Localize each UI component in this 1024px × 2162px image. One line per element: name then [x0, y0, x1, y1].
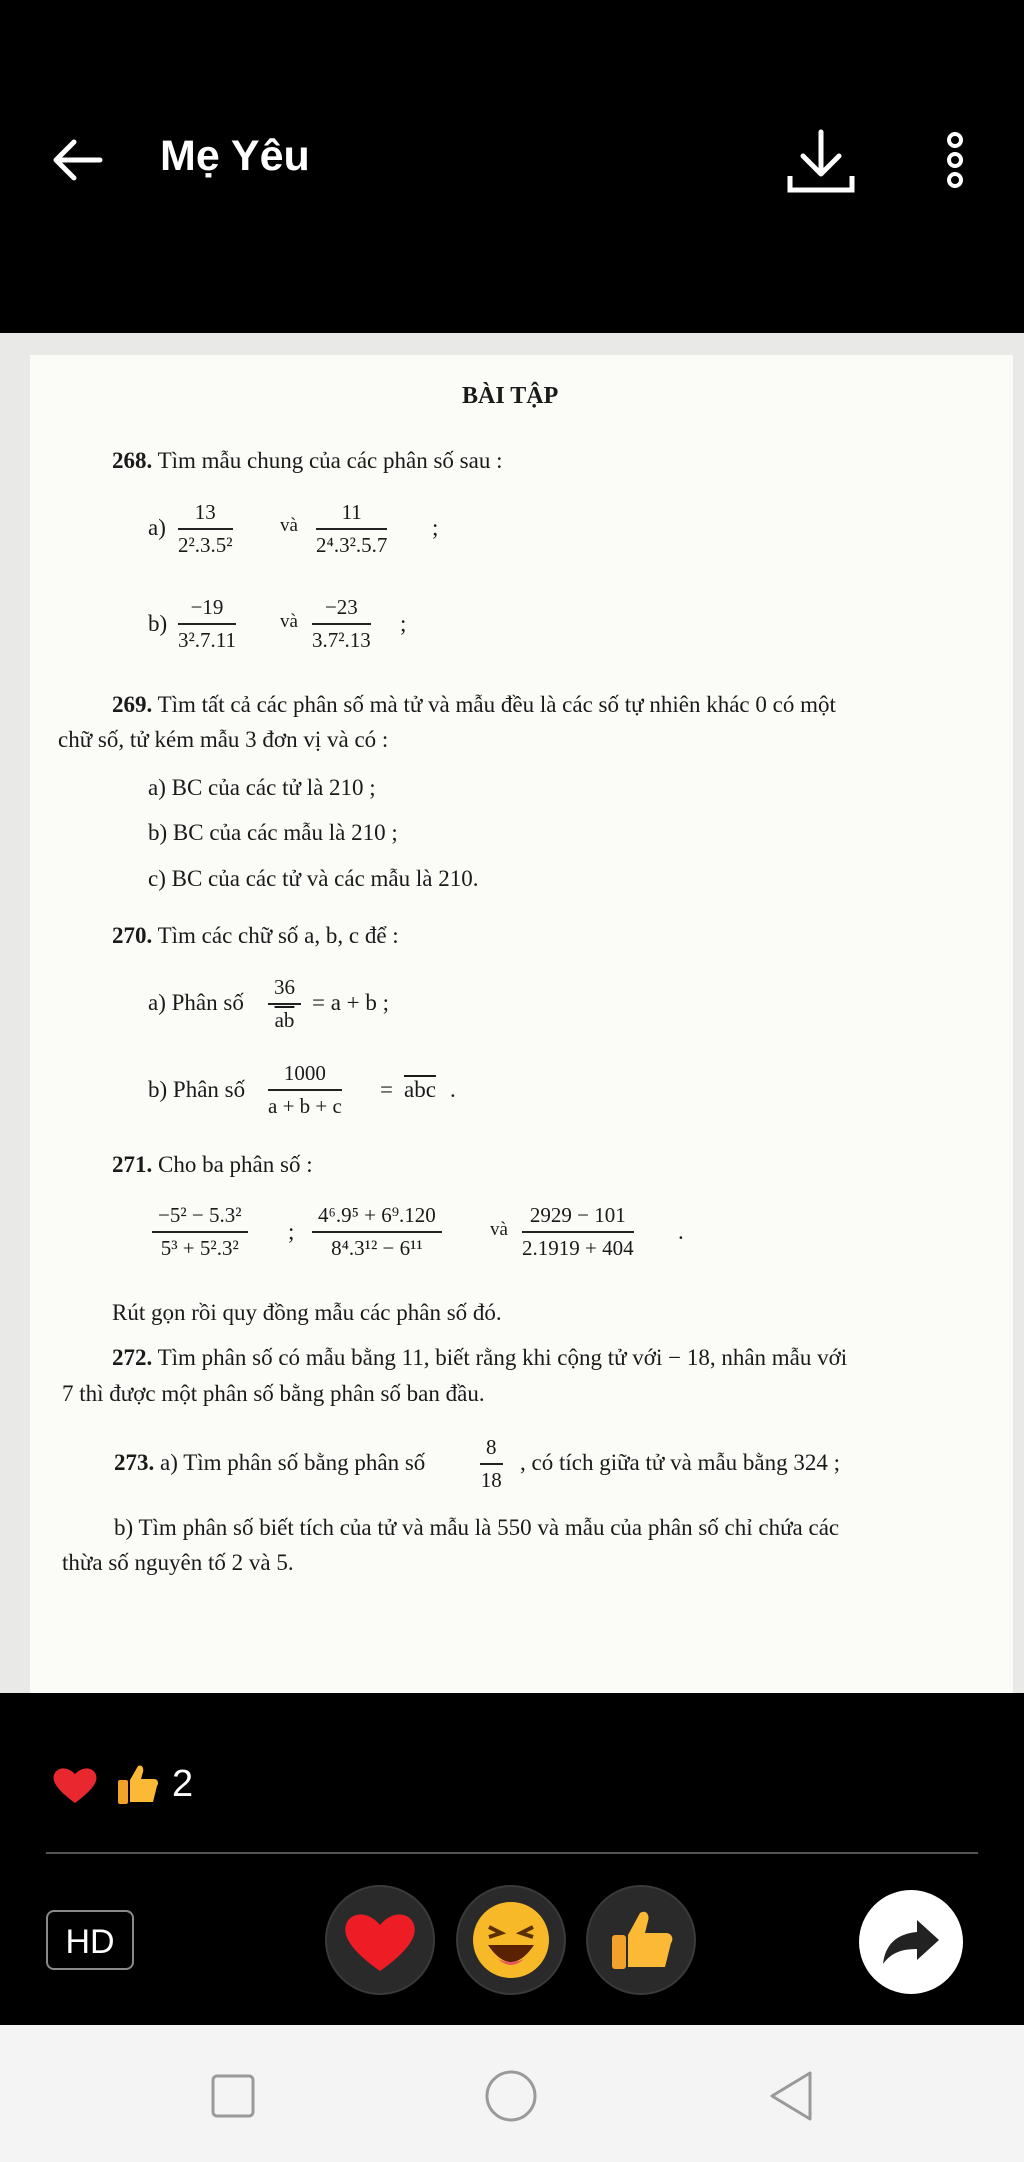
document-page: [30, 355, 1013, 1693]
problem-270-b-end: .: [450, 1077, 456, 1102]
share-button[interactable]: [859, 1890, 963, 1994]
hd-toggle-button[interactable]: HD: [46, 1910, 134, 1970]
share-arrow-icon: [859, 1890, 963, 1994]
problem-270-b-rhs: $\overline{abc}$: [404, 1077, 436, 1102]
conj-268a: và: [280, 515, 298, 536]
problem-270-b-label: b) Phân số: [148, 1077, 246, 1102]
more-options-icon[interactable]: [940, 130, 970, 190]
label-268b: b): [148, 611, 168, 636]
problem-273-a: 273. a) Tìm phân số bằng phân số: [114, 1450, 426, 1475]
problem-269-a: a) BC của các tử là 210 ;: [148, 775, 376, 800]
app-bar: [0, 0, 1024, 333]
reaction-count: 2: [172, 1763, 194, 1805]
fraction-270a: $\frac{36}{ab}$: [268, 975, 301, 1033]
conj-268b: và: [280, 611, 298, 632]
end-268a: ;: [432, 515, 439, 540]
laughing-face-icon: [458, 1887, 564, 1993]
problem-269-c: c) BC của các tử và các mẫu là 210.: [148, 866, 479, 891]
problem-269: 269. Tìm tất cả các phân số mà tử và mẫu đều là các số tự nhiên khác 0 có một: [112, 692, 836, 717]
heart-icon: [327, 1887, 433, 1993]
problem-270-a-rhs: = a + b ;: [312, 990, 390, 1015]
love-reaction-button[interactable]: [325, 1885, 435, 1995]
conj-271: và: [490, 1219, 508, 1240]
end-271: .: [678, 1219, 684, 1244]
fraction-268b-2: $\frac{-23}{\text{3.7².13}}$: [312, 595, 371, 652]
back-nav-icon[interactable]: [766, 2069, 816, 2123]
fraction-268a-2: $\frac{11}{\text{2⁴.3².5.7}}$: [316, 500, 388, 557]
page-title: Mẹ Yêu: [160, 132, 310, 180]
system-nav-bar: [0, 2025, 1024, 2162]
haha-reaction-button[interactable]: [456, 1885, 566, 1995]
fraction-271-1: $\frac{\text{−5² − 5.3²}}{\text{5³ + 5².3²}}$: [152, 1203, 248, 1261]
problem-273-b-line2: thừa số nguyên tố 2 và 5.: [62, 1550, 294, 1575]
problem-272-line2: 7 thì được một phân số bằng phân số ban đầu.: [62, 1381, 485, 1406]
label-268a: a): [148, 515, 166, 540]
problem-270-b-eq: =: [380, 1077, 393, 1102]
fraction-268b-1: $\frac{-19}{\text{3².7.11}}$: [178, 595, 237, 652]
fraction-273: $\frac{8}{18}$: [480, 1435, 502, 1492]
thumbs-up-icon: [588, 1887, 694, 1993]
problem-270-a-label: a) Phân số: [148, 990, 244, 1015]
fraction-271-2: $\frac{\text{4⁶.9⁵ + 6⁹.120}}{\text{8⁴.3¹² − 6¹¹}}$: [312, 1203, 442, 1261]
problem-273-b: b) Tìm phân số biết tích của tử và mẫu là 550 và mẫu của phân số chỉ chứa các: [114, 1515, 840, 1540]
problem-271: 271. Cho ba phân số :: [112, 1152, 313, 1177]
divider: [46, 1852, 978, 1854]
sep-271: ;: [288, 1219, 295, 1244]
problem-269-b: b) BC của các mẫu là 210 ;: [148, 820, 398, 845]
recent-apps-icon[interactable]: [210, 2073, 256, 2119]
end-268b: ;: [400, 611, 407, 636]
problem-273-a-post: , có tích giữa tử và mẫu bằng 324 ;: [520, 1450, 841, 1475]
fraction-268a-1: $\frac{13}{\text{2².3.5²}}$: [178, 500, 233, 557]
fraction-271-3: $\frac{2929 - 101}{2.1919 + 404}$: [522, 1203, 634, 1260]
home-icon[interactable]: [484, 2069, 538, 2123]
problem-268: 268. Tìm mẫu chung của các phân số sau :: [112, 448, 503, 473]
fraction-270b: $\frac{1000}{a + b + c}$: [268, 1061, 342, 1118]
download-icon[interactable]: [786, 128, 856, 194]
back-arrow-icon[interactable]: [48, 130, 108, 190]
thumbs-up-icon: [116, 1762, 160, 1806]
problem-270: 270. Tìm các chữ số a, b, c để :: [112, 923, 399, 948]
problem-272: 272. Tìm phân số có mẫu bằng 11, biết rằng khi cộng tử với − 18, nhân mẫu với: [112, 1345, 848, 1370]
heart-icon: [52, 1765, 98, 1805]
problem-271-after: Rút gọn rồi quy đồng mẫu các phân số đó.: [112, 1300, 502, 1325]
doc-heading: BÀI TẬP: [462, 383, 559, 409]
like-reaction-button[interactable]: [586, 1885, 696, 1995]
problem-269-line2: chữ số, tử kém mẫu 3 đơn vị và có :: [58, 727, 389, 752]
